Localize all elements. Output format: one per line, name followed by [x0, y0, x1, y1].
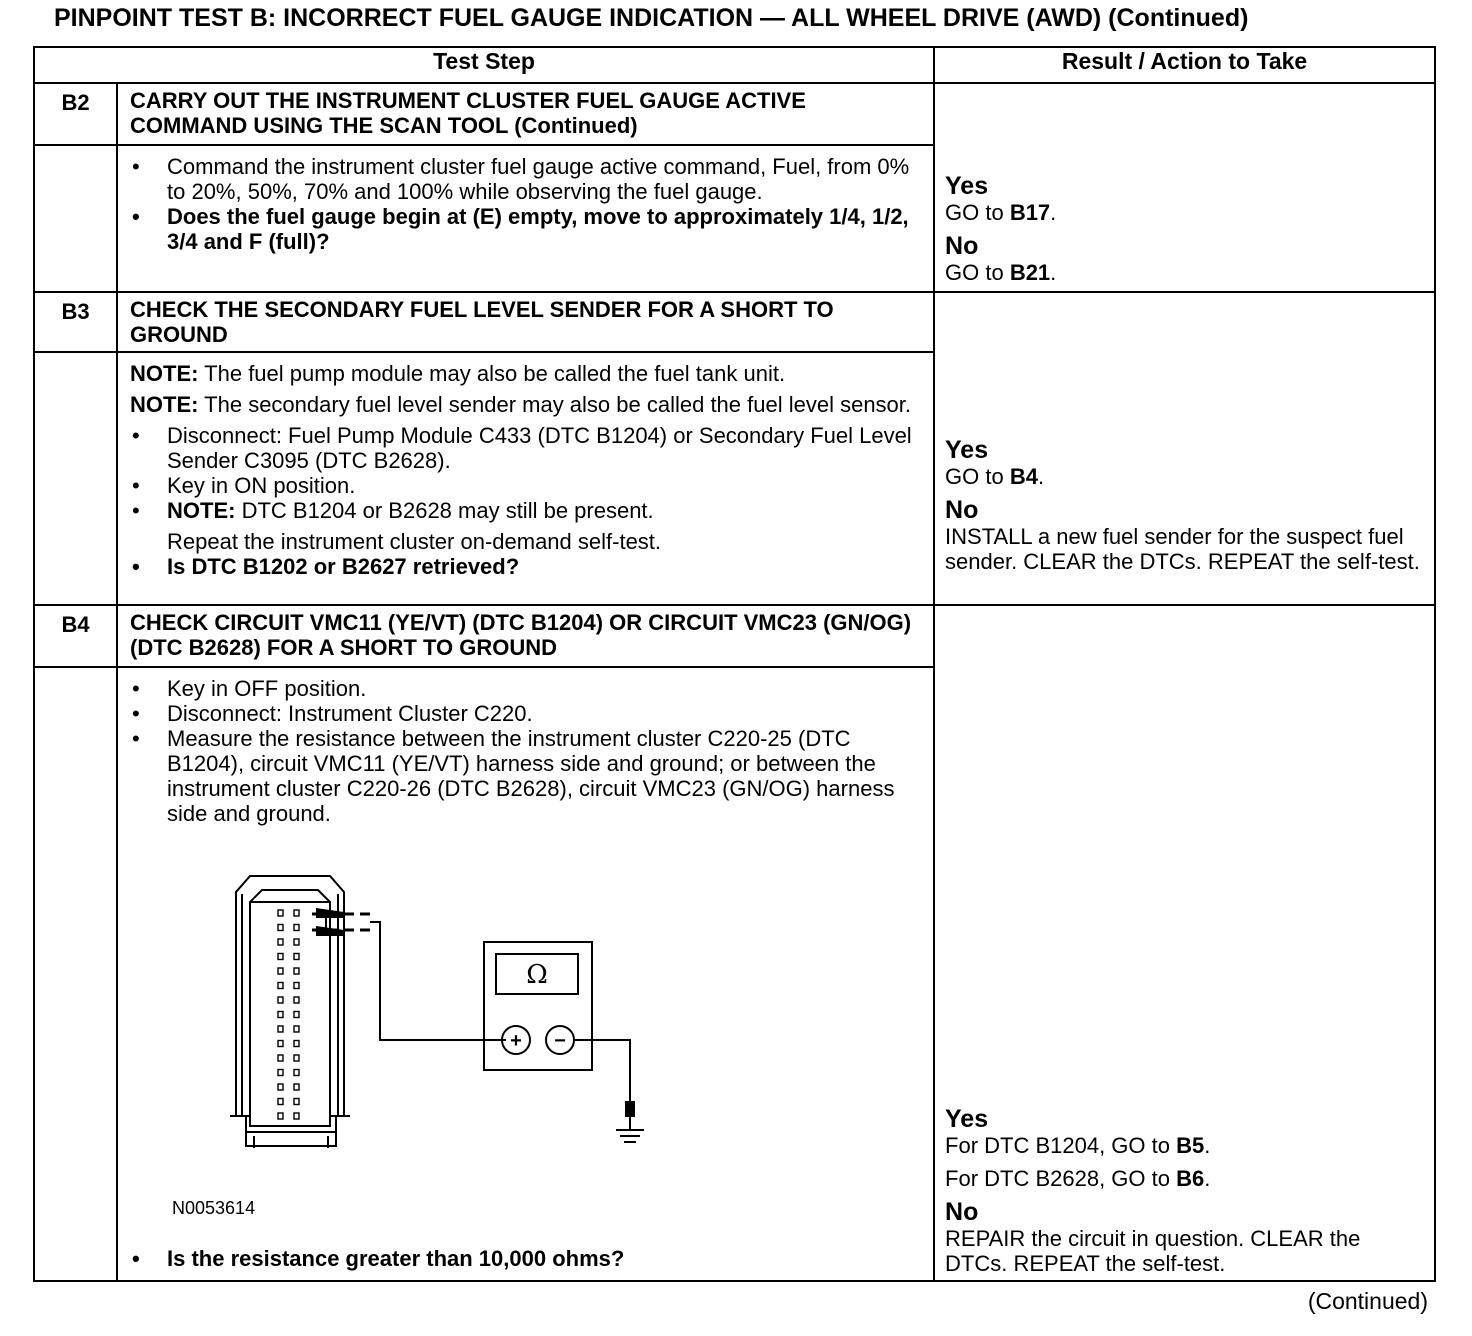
connector-pin: [294, 939, 299, 945]
step-id-b4: B4: [34, 605, 117, 667]
step-id-spacer: [34, 352, 117, 605]
ohmmeter-diagram-svg: [130, 826, 910, 1246]
step-heading-b3: CHECK THE SECONDARY FUEL LEVEL SENDER FOR A SHORT TO GROUND: [117, 292, 934, 352]
connector-pin: [294, 1084, 299, 1090]
connector-diagram: [130, 826, 921, 1246]
result-text: For DTC B1204, GO to: [945, 1133, 1177, 1158]
list-item: • Disconnect: Fuel Pump Module C433 (DTC B1204) or Secondary Fuel Level Sender C3095 (DTC B2628).: [130, 423, 921, 473]
result-text: REPAIR the circuit in question. CLEAR the DTCs. REPEAT the self-test.: [945, 1226, 1361, 1276]
connector-pin: [278, 939, 283, 945]
note-text: DTC B1204 or B2628 may still be present.: [235, 498, 654, 523]
connector-pin: [294, 1012, 299, 1018]
connector-pin: [294, 983, 299, 989]
connector-pin: [278, 1055, 283, 1061]
list-item: • Disconnect: Instrument Cluster C220.: [130, 701, 921, 726]
question-b2: • Does the fuel gauge begin at (E) empty, move to approximately 1/4, 1/2, 3/4 and F (full)?: [130, 204, 921, 254]
connector-pin: [294, 954, 299, 960]
connector-pin: [278, 910, 283, 916]
no-label: No: [945, 1198, 979, 1226]
connector-pin: [278, 925, 283, 931]
note-text: The secondary fuel level sender may also be called the fuel level sensor.: [198, 392, 912, 417]
connector-pin: [294, 968, 299, 974]
note-label: NOTE:: [130, 392, 199, 417]
connector-pin: [278, 954, 283, 960]
note-label: NOTE:: [167, 498, 236, 523]
continued-label: (Continued): [1307, 1288, 1428, 1314]
result-text: GO to: [945, 260, 1010, 285]
question-b4: • Is the resistance greater than 10,000 ohms?: [130, 1246, 921, 1271]
connector-pin: [278, 1026, 283, 1032]
question-b3: • Is DTC B1202 or B2627 retrieved?: [130, 554, 921, 579]
list-item: • Command the instrument cluster fuel gauge active command, Fuel, from 0% to 20%, 50%, 70% and 100% while observing the fuel gauge.: [130, 154, 921, 204]
connector-pin: [278, 1012, 283, 1018]
step-body-b2: [117, 145, 934, 292]
list-item: • Measure the resistance between the instrument cluster C220-25 (DTC B1204), circuit VMC11 (YE/VT) harness side and ground; or between the instrument cluster C220-26 (DTC B2628), circuit VMC23 (GN/OG) harness side and ground.: [130, 726, 921, 826]
step-body-b4: [117, 667, 934, 1281]
connector-inner: [250, 890, 330, 1126]
step-id-spacer: [34, 667, 117, 1281]
yes-label: Yes: [945, 1105, 989, 1133]
connector-pin: [294, 1113, 299, 1119]
result-text: GO to: [945, 464, 1010, 489]
connector-pin: [294, 1055, 299, 1061]
connector-pin: [278, 1084, 283, 1090]
step-body-b3: [117, 352, 934, 605]
connector-pin: [278, 1113, 283, 1119]
result-text: GO to: [945, 200, 1010, 225]
connector-pin: [278, 997, 283, 1003]
goto-link-b5[interactable]: B5: [1176, 1133, 1205, 1158]
step-heading-b2: CARRY OUT THE INSTRUMENT CLUSTER FUEL GAUGE ACTIVE COMMAND USING THE SCAN TOOL (Continued): [117, 83, 934, 145]
note-text: The fuel pump module may also be called the fuel tank unit.: [198, 361, 786, 386]
connector-pin: [294, 1070, 299, 1076]
step-heading-b4: CHECK CIRCUIT VMC11 (YE/VT) (DTC B1204) OR CIRCUIT VMC23 (GN/OG) (DTC B2628) FOR A SHORT TO GROUND: [117, 605, 934, 667]
ground-symbol: [616, 1130, 644, 1142]
no-label: No: [945, 496, 979, 524]
connector-pin: [294, 925, 299, 931]
page-title: PINPOINT TEST B: INCORRECT FUEL GAUGE INDICATION — ALL WHEEL DRIVE (AWD) (Continued): [54, 4, 1249, 32]
figure-id: N0053614: [172, 1198, 256, 1218]
step-id-spacer: [34, 145, 117, 292]
connector-pin: [294, 1099, 299, 1105]
result-cell-b3: Yes GO to B4. No INSTALL a new fuel sender for the suspect fuel sender. CLEAR the DTCs. REPEAT the self-test.: [934, 292, 1435, 605]
connector-pin: [294, 1041, 299, 1047]
positive-terminal: +: [510, 1030, 522, 1052]
test-lead-positive: [370, 922, 506, 1040]
connector-pin: [278, 1099, 283, 1105]
pinpoint-test-table: [33, 46, 1436, 1282]
test-lead-negative: [574, 1040, 630, 1106]
step-id-b3: B3: [34, 292, 117, 352]
connector-pin: [278, 968, 283, 974]
goto-link-b4[interactable]: B4: [1009, 464, 1038, 489]
result-cell-b4: Yes For DTC B1204, GO to B5. For DTC B2628, GO to B6. No REPAIR the circuit in question. CLEAR the DTCs. REPEAT the self-test.: [934, 605, 1435, 1281]
goto-link-b6[interactable]: B6: [1176, 1166, 1205, 1191]
goto-link-b21[interactable]: B21: [1009, 260, 1051, 285]
yes-label: Yes: [945, 172, 989, 200]
connector-pin: [278, 1041, 283, 1047]
connector-pin: [294, 1026, 299, 1032]
no-label: No: [945, 232, 979, 260]
step-id-b2: B2: [34, 83, 117, 145]
yes-label: Yes: [945, 436, 989, 464]
list-item: • Key in OFF position.: [130, 676, 921, 701]
ohm-symbol: Ω: [526, 960, 548, 990]
connector-pin: [294, 910, 299, 916]
header-test-step: Test Step: [34, 47, 934, 83]
result-cell-b2: Yes GO to B17. No GO to B21.: [934, 83, 1435, 292]
negative-terminal: −: [554, 1030, 566, 1052]
connector-pins: [278, 910, 299, 1119]
result-text: INSTALL a new fuel sender for the suspect fuel sender. CLEAR the DTCs. REPEAT the self-test.: [945, 524, 1420, 574]
result-text: For DTC B2628, GO to: [945, 1166, 1177, 1191]
ground-probe: [626, 1102, 634, 1130]
list-item: Repeat the instrument cluster on-demand self-test.: [167, 529, 662, 554]
header-result: Result / Action to Take: [934, 47, 1435, 83]
connector-pin: [278, 983, 283, 989]
connector-pin: [278, 1070, 283, 1076]
connector-pin: [294, 997, 299, 1003]
list-item: • Key in ON position.: [130, 473, 921, 498]
goto-link-b17[interactable]: B17: [1009, 200, 1051, 225]
note-label: NOTE:: [130, 361, 199, 386]
list-item: [130, 498, 921, 523]
